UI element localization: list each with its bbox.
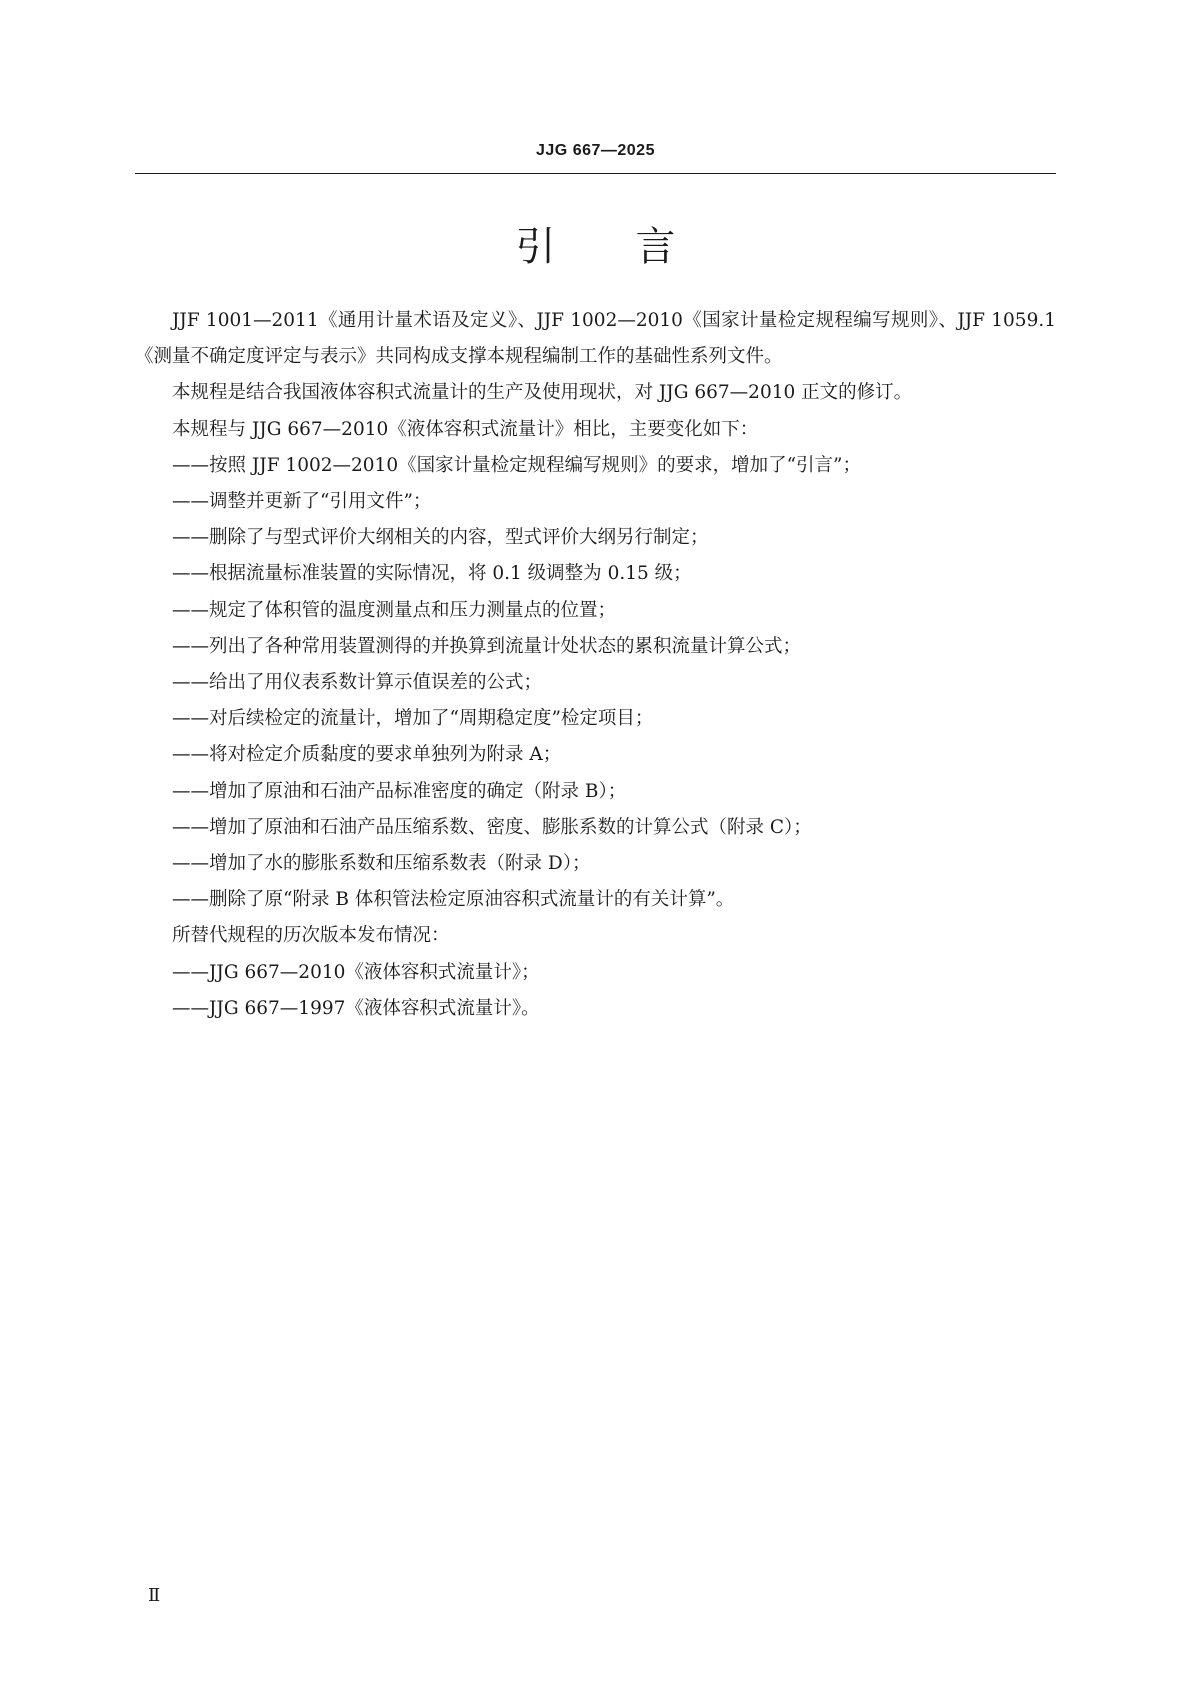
change-item: ——对后续检定的流量计，增加了“周期稳定度”检定项目；	[172, 708, 654, 730]
change-item: ——增加了原油和石油产品压缩系数、密度、膨胀系数的计算公式（附录 C）；	[172, 816, 812, 838]
paragraph-basis-documents: JJF 1001—2011《通用计量术语及定义》、JJF 1002—2010《国家计量检定规程编写规则》、JJF 1059.1《测量不确定度评定与表示》共同构成支撑本规程编制工作的基础性系列文件。	[135, 310, 1056, 368]
title-char-2: 言	[635, 224, 676, 270]
change-item: ——规定了体积管的温度测量点和压力测量点的位置；	[172, 599, 617, 621]
history-item: ——JJG 667—2010《液体容积式流量计》；	[172, 961, 540, 983]
change-item: ——将对检定介质黏度的要求单独列为附录 A；	[172, 744, 562, 766]
page-number: Ⅱ	[148, 1585, 161, 1606]
paragraph-revision-purpose: 本规程是结合我国液体容积式流量计的生产及使用现状，对 JJG 667—2010 正文的修订。	[172, 382, 913, 404]
change-item: ——列出了各种常用装置测得的并换算到流量计处状态的累积流量计算公式；	[172, 635, 802, 657]
paragraph-version-history: 所替代规程的历次版本发布情况：	[172, 925, 450, 947]
change-item: ——调整并更新了“引用文件”；	[172, 491, 432, 513]
history-item: ——JJG 667—1997《液体容积式流量计》。	[172, 997, 540, 1019]
change-item: ——给出了用仪表系数计算示值误差的公式；	[172, 672, 543, 694]
title-char-1: 引	[515, 224, 556, 270]
paragraph-changes-intro: 本规程与 JJG 667—2010《液体容积式流量计》相比，主要变化如下：	[172, 418, 759, 440]
document-code-header: JJG 667—2025	[536, 142, 655, 159]
header-divider	[135, 173, 1056, 174]
change-item: ——按照 JJF 1002—2010《国家计量检定规程编写规则》的要求，增加了“引言”；	[172, 454, 862, 476]
change-item: ——删除了与型式评价大纲相关的内容，型式评价大纲另行制定；	[172, 527, 709, 549]
change-item: ——根据流量标准装置的实际情况，将 0.1 级调整为 0.15 级；	[172, 563, 692, 585]
change-item: ——增加了原油和石油产品标准密度的确定（附录 B）；	[172, 780, 627, 802]
introduction-body	[135, 303, 1056, 1027]
page-title	[0, 222, 1191, 272]
change-item: ——增加了水的膨胀系数和压缩系数表（附录 D）；	[172, 853, 591, 875]
change-item: ——删除了原“附录 B 体积管法检定原油容积式流量计的有关计算”。	[172, 889, 735, 911]
